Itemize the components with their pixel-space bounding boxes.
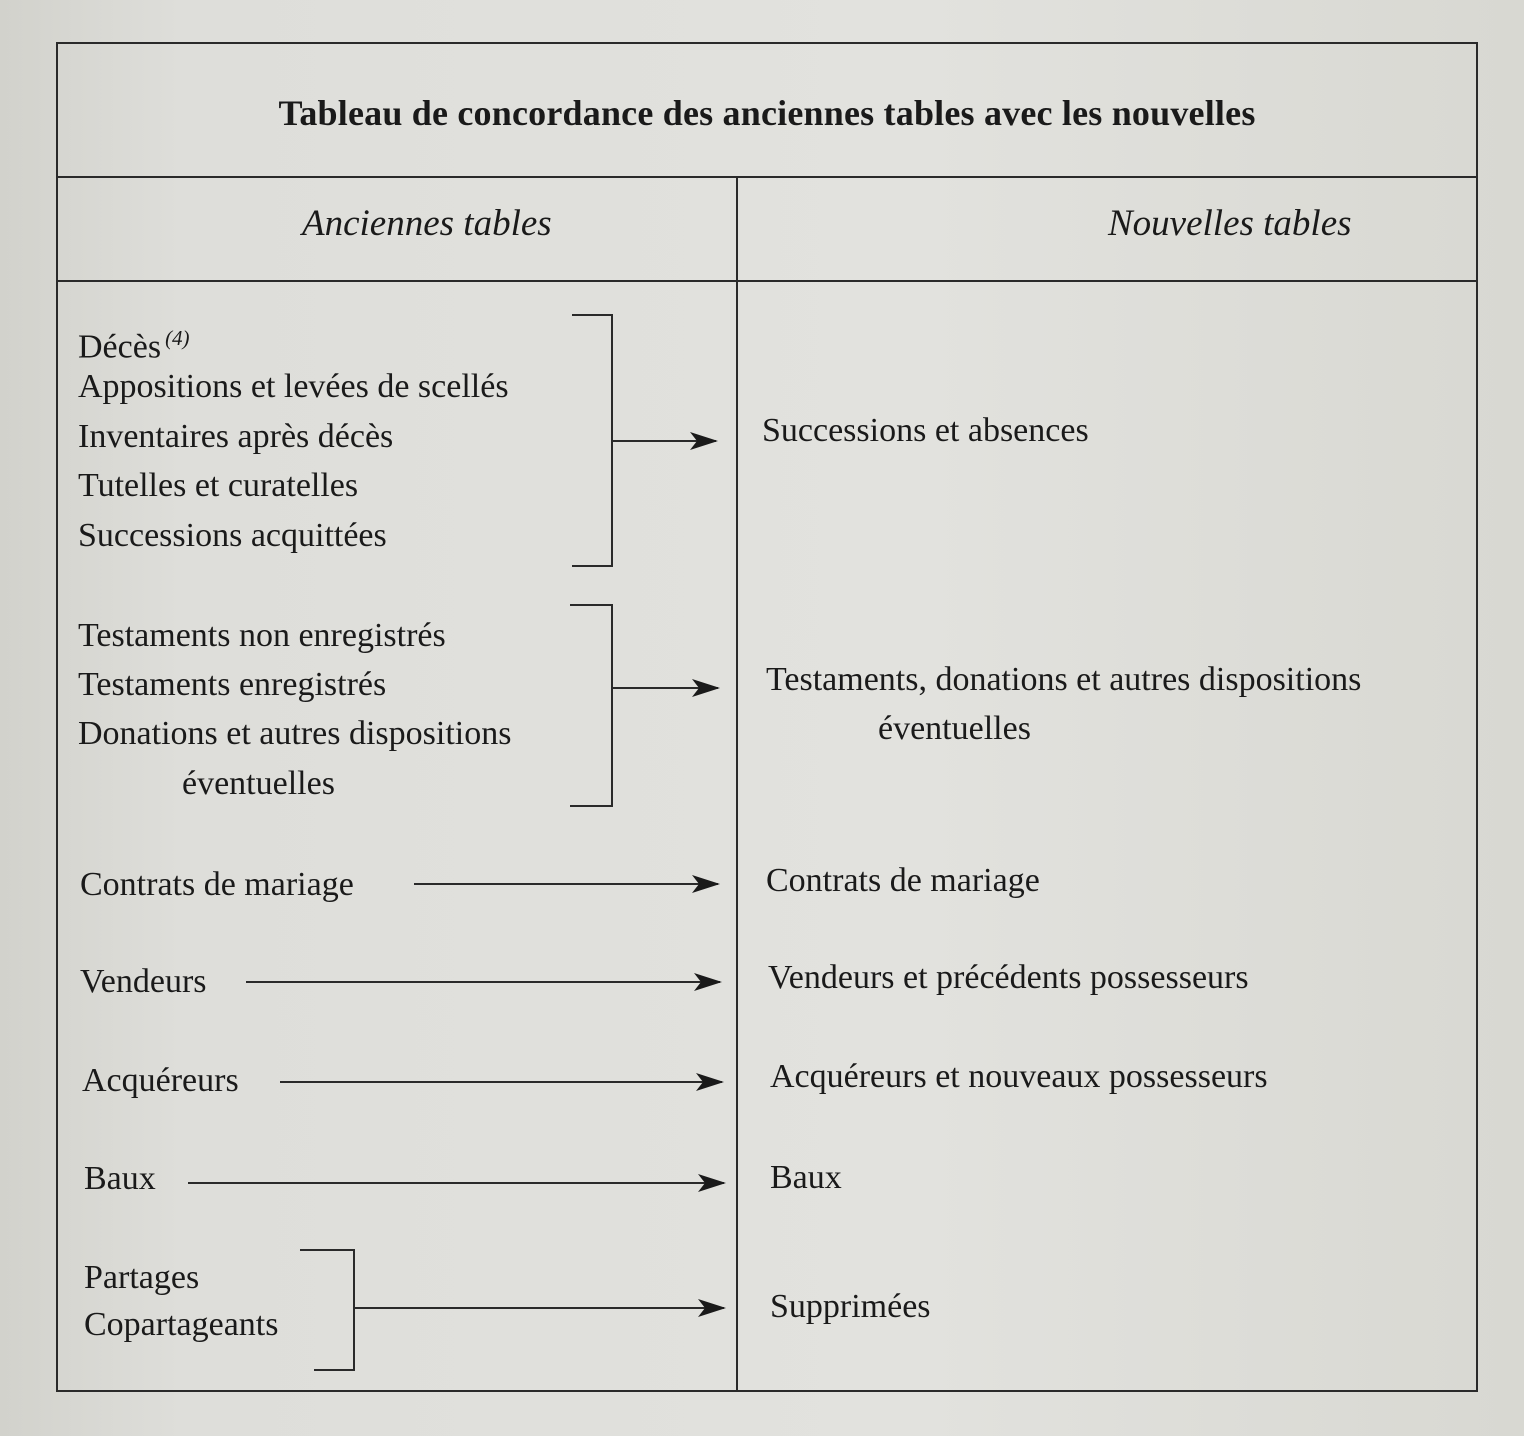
old-entry-appositions: Appositions et levées de scellés bbox=[78, 368, 509, 405]
bracket-group-testaments bbox=[570, 605, 612, 806]
old-entry-inventaires: Inventaires après décès bbox=[78, 418, 394, 455]
old-entry-copartageants: Copartageants bbox=[84, 1306, 279, 1343]
new-entry-testaments: Testaments, donations et autres dispositions bbox=[766, 661, 1362, 698]
new-entry-successions: Successions et absences bbox=[762, 412, 1089, 449]
old-entry-testaments-enregistres: Testaments enregistrés bbox=[78, 666, 387, 703]
old-entry-testaments-non-enregistres: Testaments non enregistrés bbox=[78, 617, 446, 654]
new-entry-vendeurs: Vendeurs et précédents possesseurs bbox=[768, 959, 1249, 996]
old-entry-baux: Baux bbox=[84, 1160, 156, 1197]
old-entry-tutelles: Tutelles et curatelles bbox=[78, 467, 359, 504]
old-entry-partages: Partages bbox=[84, 1259, 200, 1296]
old-entry-successions-acquittees: Successions acquittées bbox=[78, 517, 387, 554]
new-entry-supprimees: Supprimées bbox=[770, 1288, 931, 1325]
header-new-tables: Nouvelles tables bbox=[1108, 203, 1352, 244]
header-old-tables: Anciennes tables bbox=[302, 203, 552, 244]
new-entry-baux: Baux bbox=[770, 1159, 842, 1196]
new-entry-acquereurs: Acquéreurs et nouveaux possesseurs bbox=[770, 1058, 1268, 1095]
old-entry-donations-cont: éventuelles bbox=[182, 765, 335, 802]
old-entry-acquereurs: Acquéreurs bbox=[82, 1062, 239, 1099]
old-entry-deces: Décès $^{(4)}$ bbox=[78, 326, 190, 366]
bracket-group-successions bbox=[572, 315, 612, 566]
footnote-marker: (4) bbox=[165, 326, 190, 350]
new-entry-testaments-cont: éventuelles bbox=[878, 710, 1031, 747]
table-title: Tableau de concordance des anciennes tables avec les nouvelles bbox=[278, 93, 1256, 133]
new-entry-contrats: Contrats de mariage bbox=[766, 862, 1040, 899]
old-entry-vendeurs: Vendeurs bbox=[80, 963, 207, 1000]
bracket-group-partages bbox=[300, 1250, 354, 1370]
old-entry-donations: Donations et autres dispositions bbox=[78, 715, 512, 752]
old-entry-contrats: Contrats de mariage bbox=[80, 866, 354, 903]
